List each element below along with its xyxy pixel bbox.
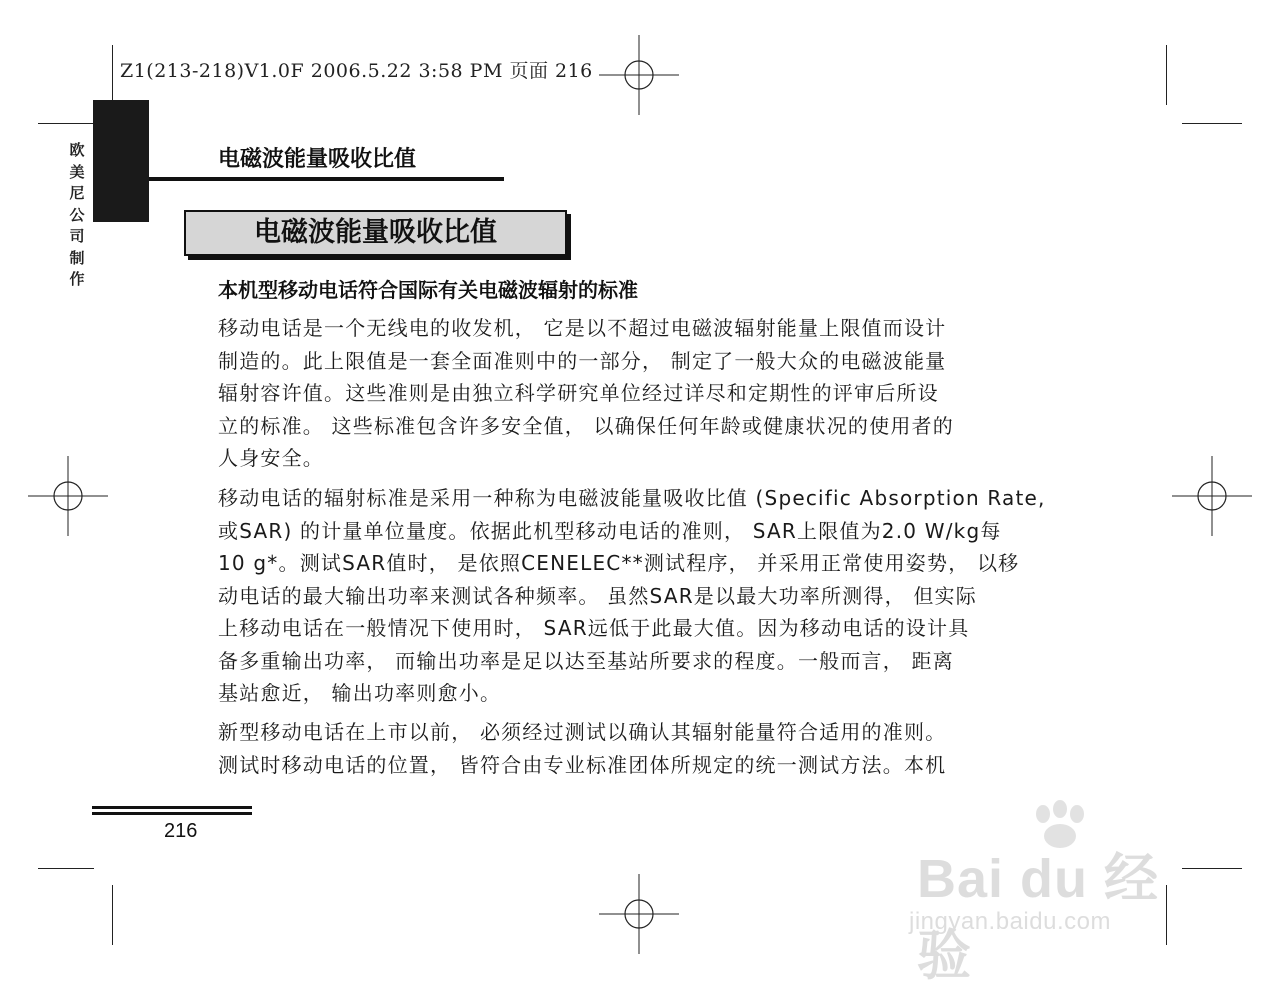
side-credit-label — [66, 140, 88, 291]
watermark-url: jingyan.baidu.com — [909, 908, 1111, 935]
text-line: 移动电话是一个无线电的收发机， 它是以不超过电磁波辐射能量上限值而设计 — [218, 316, 947, 340]
side-label-char: 欧 — [69, 141, 85, 159]
text-line: 基站愈近， 输出功率则愈小。 — [218, 681, 502, 705]
text-line: 新型移动电话在上市以前， 必须经过测试以确认其辐射能量符合适用的准则。 — [218, 720, 947, 744]
crop-mark-top-left-horizontal — [38, 123, 94, 124]
text-line: 立的标准。 这些标准包含许多安全值， 以确保任何年龄或健康状况的使用者的 — [218, 413, 954, 438]
text-line: 上移动电话在一般情况下使用时， SAR远低于此最大值。因为移动电话的设计具 — [218, 616, 970, 640]
side-label-char: 尼 — [69, 184, 85, 202]
crop-mark-top-left-vertical — [112, 45, 113, 105]
paragraph-1 — [218, 312, 1094, 475]
registration-mark-bottom — [599, 874, 679, 954]
crop-mark-bottom-left-horizontal — [38, 868, 94, 869]
text-line: 或SAR) 的计量单位量度。依据此机型移动电话的准则， SAR上限值为2.0 W/kg每 — [218, 518, 1002, 543]
text-line: 人身安全。 — [218, 446, 324, 470]
footer-rule — [92, 806, 252, 809]
text-line: 动电话的最大输出功率来测试各种频率。 虽然SAR是以最大功率所测得， 但实际 — [218, 583, 977, 608]
text-line: 测试时移动电话的位置， 皆符合由专业标准团体所规定的统一测试方法。本机 — [218, 752, 947, 777]
paragraph-2 — [218, 482, 1094, 710]
side-label-char: 美 — [69, 162, 85, 181]
running-head: 电磁波能量吸收比值 — [218, 147, 417, 172]
side-label-char: 作 — [69, 270, 85, 288]
text-line: 备多重输出功率， 而输出功率是足以达至基站所要求的程度。一般而言， 距离 — [218, 648, 954, 673]
text-line: 制造的。此上限值是一套全面准则中的一部分， 制定了一般大众的电磁波能量 — [218, 348, 947, 373]
subheading: 本机型移动电话符合国际有关电磁波辐射的标准 — [218, 278, 638, 302]
registration-mark-right — [1172, 456, 1252, 536]
footer-rule — [92, 812, 252, 815]
registration-mark-top — [599, 35, 679, 115]
side-label-char: 制 — [69, 248, 85, 267]
text-line: 10 g*。测试SAR值时， 是依照CENELEC**测试程序， 并采用正常使用姿势， 以移 — [218, 551, 1020, 575]
crop-mark-top-right-horizontal — [1182, 123, 1242, 124]
registration-mark-left — [28, 456, 108, 536]
print-slug-header: Z1(213-218)V1.0F 2006.5.22 3:58 PM 页面 216 — [120, 60, 593, 82]
paragraph-3 — [218, 716, 1094, 781]
crop-mark-top-right-vertical — [1166, 45, 1167, 105]
running-head-rule — [149, 177, 504, 181]
page-number: 216 — [164, 820, 198, 842]
crop-mark-bottom-left-vertical — [112, 885, 113, 945]
baidu-jingyan-watermark — [905, 800, 1205, 986]
watermark-brand: Bai du 经验 — [917, 849, 1160, 986]
text-line: 移动电话的辐射标准是采用一种称为电磁波能量吸收比值 (Specific Absorption Rate, — [218, 486, 1046, 510]
section-tab-marker — [93, 100, 149, 222]
side-label-char: 司 — [69, 227, 85, 245]
text-line: 辐射容许值。这些准则是由独立科学研究单位经过详尽和定期性的评审后所设 — [218, 381, 939, 405]
side-label-char: 公 — [69, 205, 85, 224]
section-title: 电磁波能量吸收比值 — [184, 210, 567, 256]
